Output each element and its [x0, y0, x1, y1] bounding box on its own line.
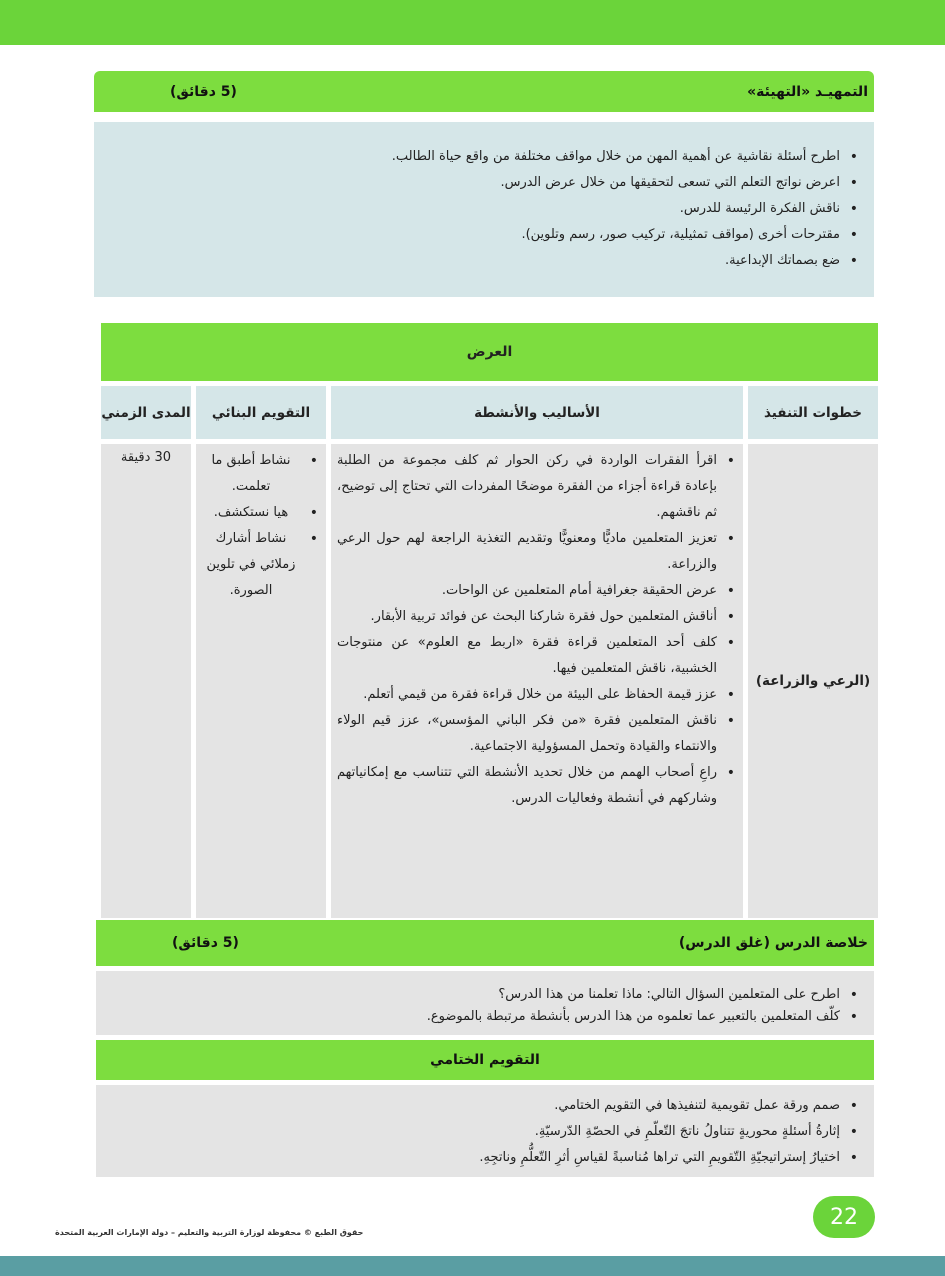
- duration-value: 30 دقيقة: [120, 450, 172, 465]
- presentation-title: العرض: [101, 323, 878, 381]
- intro-header: [94, 71, 874, 112]
- header-methods: الأساليب والأنشطة: [331, 386, 743, 439]
- activity-item: • أناقش المتعلمين حول فقرة شاركنا البحث عن فوائد تربية الأبقار.: [337, 604, 737, 630]
- activity-item: • ناقش المتعلمين فقرة «من فكر الباني المؤسس»، عزز قيم الولاء والانتماء والقيادة وتحمل المسؤولية الاجتماعية.: [337, 708, 737, 760]
- activity-item: • تعزيز المتعلمين ماديًّا ومعنويًّا وتقديم التغذية الراجعة لهم حول الرعي والزراعة.: [337, 526, 737, 578]
- intro-item: • ناقش الفكرة الرئيسة للدرس.: [94, 196, 860, 222]
- summary-item: • اطرح على المتعلمين السؤال التالي: ماذا تعلمنا من هذا الدرس؟: [96, 984, 860, 1006]
- copyright-text: حقوق الطبع © محفوظة لوزارة التربية والتعليم – دولة الإمارات العربية المتحدة: [55, 1228, 364, 1237]
- summary-item: • كلّف المتعلمين بالتعبير عما تعلموه من هذا الدرس بأنشطة مرتبطة بالموضوع.: [96, 1006, 860, 1028]
- intro-item: • ضع بصماتك الإبداعية.: [94, 248, 860, 274]
- steps-cell: [748, 444, 878, 918]
- intro-title: التمهيـد «التهيئة»: [747, 83, 868, 100]
- header-evaluation: التقويم البنائي: [196, 386, 326, 439]
- intro-item: • اطرح أسئلة نقاشية عن أهمية المهن من خلال مواقف مختلفة من واقع حياة الطالب.: [94, 144, 860, 170]
- summary-list: [96, 984, 860, 1028]
- activity-item: • عزز قيمة الحفاظ على البيئة من خلال قراءة فقرة من قيمي أتعلم.: [337, 682, 737, 708]
- evaluation-cell: [196, 444, 326, 918]
- final-eval-item: • صمم ورقة عمل تقويمية لتنفيذها في التقويم الختامي.: [96, 1093, 860, 1119]
- summary-time: (5 دقائق): [172, 935, 239, 951]
- final-eval-title: التقويم الختامي: [430, 1052, 540, 1068]
- top-accent-bar: [0, 0, 945, 45]
- summary-body: [96, 971, 874, 1035]
- final-eval-list: [96, 1093, 860, 1171]
- page-number: 22: [813, 1196, 875, 1238]
- presentation-table: [96, 318, 883, 923]
- bottom-accent-bar: [0, 1256, 945, 1276]
- duration-cell: [101, 444, 191, 918]
- activities-list: [337, 448, 737, 812]
- activity-item: • اقرأ الفقرات الواردة في ركن الحوار ثم كلف مجموعة من الطلبة بإعادة قراءة أجزاء من الفقرة موضحًا المفردات التي تحتاج إلى توضيح، ثم ناقشهم.: [337, 448, 737, 526]
- activities-cell: [331, 444, 743, 918]
- activity-item: • كلف أحد المتعلمين قراءة فقرة «اربط مع العلوم» عن منتوجات الخشبية، ناقش المتعلمين فيها.: [337, 630, 737, 682]
- header-duration: المدى الزمني: [101, 386, 191, 439]
- header-steps: خطوات التنفيذ: [748, 386, 878, 439]
- final-eval-header: [96, 1040, 874, 1080]
- final-eval-item: • إثارةُ أسئلةٍ محوريةٍ تتناولُ ناتجَ التّعلّمِ في الحصّةِ الدّرسيّةِ.: [96, 1119, 860, 1145]
- intro-item: • اعرض نواتج التعلم التي تسعى لتحقيقها من خلال عرض الدرس.: [94, 170, 860, 196]
- final-eval-item: • اختيارُ إستراتيجيّةِ التّقويمِ التي تراها مُناسبةً لقياسِ أثرِ التّعلُّمِ وناتجِهِ.: [96, 1145, 860, 1171]
- intro-item: • مقترحات أخرى (مواقف تمثيلية، تركيب صور، رسم وتلوين).: [94, 222, 860, 248]
- intro-body: [94, 122, 874, 297]
- evaluation-list: [202, 448, 320, 604]
- intro-time: (5 دقائق): [170, 83, 237, 100]
- summary-header: [96, 920, 874, 966]
- steps-label: (الرعي والزراعة): [755, 673, 871, 689]
- summary-title: خلاصة الدرس (غلق الدرس): [678, 935, 868, 951]
- evaluation-item: • نشاط أشارك زملائي في تلوين الصورة.: [202, 526, 320, 604]
- evaluation-item: • هيا نستكشف.: [202, 500, 320, 526]
- intro-list: [94, 144, 860, 274]
- evaluation-item: • نشاط أطبق ما تعلمت.: [202, 448, 320, 500]
- activity-item: • عرض الحقيقة جغرافية أمام المتعلمين عن الواحات.: [337, 578, 737, 604]
- final-eval-body: [96, 1085, 874, 1177]
- activity-item: • راعِ أصحاب الهمم من خلال تحديد الأنشطة التي تتناسب مع إمكانياتهم وشاركهم في أنشطة وفعاليات الدرس.: [337, 760, 737, 812]
